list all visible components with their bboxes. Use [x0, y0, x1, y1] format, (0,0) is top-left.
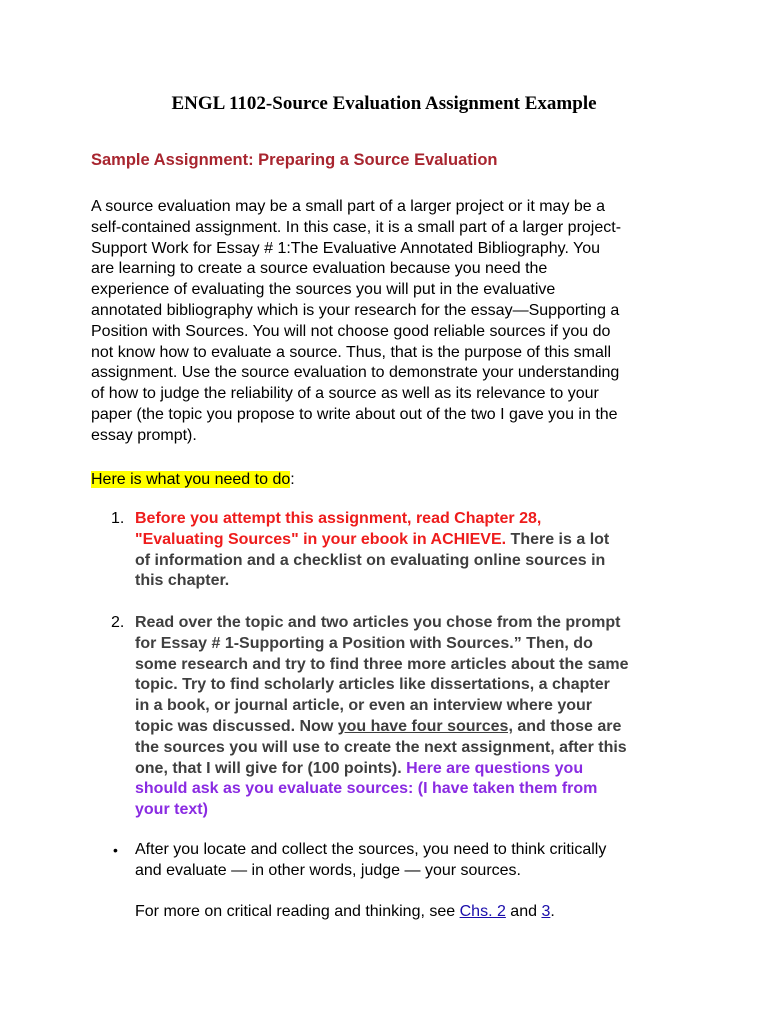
more-reading-line: [91, 902, 691, 923]
intro-line: Position with Sources. You will not choose good reliable sources if you do: [91, 322, 611, 340]
list-item-text: this chapter.: [135, 572, 230, 590]
bullet-text: After you locate and collect the sources, you need to think critically: [135, 841, 607, 858]
list-item-text: Before you attempt this assignment, read Chapter 28,: [135, 510, 542, 527]
underlined-text: you have four sources,: [337, 717, 513, 735]
intro-line: are learning to create a source evaluation because you need the: [91, 260, 548, 278]
bullet-icon: •: [113, 842, 118, 858]
purple-text: your text): [135, 801, 208, 819]
list-number: 2.: [111, 614, 125, 631]
purple-text: should ask as you evaluate sources: (I have taken them from: [135, 780, 598, 798]
more-text: .: [550, 903, 555, 920]
intro-line: A source evaluation may be a small part of a larger project or it may be a: [91, 198, 606, 215]
document-title: ENGL 1102-Source Evaluation Assignment Example: [171, 93, 597, 114]
list-item-2: [91, 613, 691, 821]
intro-line: assignment. Use the source evaluation to demonstrate your understanding: [91, 364, 620, 382]
list-item-text: for Essay # 1-Supporting a Position with Sources.” Then, do: [135, 634, 593, 652]
todo-line: [91, 470, 691, 491]
chapter-2-link[interactable]: Chs. 2: [459, 903, 506, 920]
todo-colon: :: [290, 471, 295, 488]
list-item-text: in a book, or journal article, or even an interview where your: [135, 697, 593, 715]
intro-line: essay prompt).: [91, 426, 197, 444]
highlighted-text: Here is what you need to do: [91, 471, 291, 488]
list-number: 1.: [111, 510, 125, 527]
purple-text: Here are questions you: [406, 759, 584, 777]
list-item-1: [91, 509, 691, 592]
list-item-text: "Evaluating Sources" in your ebook in ACHIEVE.: [135, 530, 507, 548]
intro-paragraph: [91, 197, 691, 447]
list-item-text: topic was discussed. Now: [135, 717, 338, 735]
list-item-text: some research and try to find three more articles about the same: [135, 655, 629, 673]
more-text: and: [505, 903, 542, 920]
bullet-item: [91, 840, 691, 882]
bullet-text: and evaluate — in other words, judge — your sources.: [135, 861, 521, 879]
list-item-text: the sources you will use to create the next assignment, after this: [135, 738, 627, 756]
chapter-3-link[interactable]: 3: [541, 903, 551, 920]
list-item-text: one, that I will give for (100 points).: [135, 759, 407, 777]
list-item-text: and those are: [512, 717, 622, 735]
intro-line: Support Work for Essay # 1:The Evaluative Annotated Bibliography. You: [91, 239, 601, 257]
more-text: For more on critical reading and thinking, see: [135, 903, 460, 920]
list-item-text: topic. Try to find scholarly articles like dissertations, a chapter: [135, 676, 610, 694]
intro-line: not know how to evaluate a source. Thus, that is the purpose of this small: [91, 343, 611, 361]
intro-line: of how to judge the reliability of a source as well as its relevance to your: [91, 385, 599, 403]
intro-line: annotated bibliography which is your research for the essay—Supporting a: [91, 301, 620, 319]
list-item-text: There is a lot: [506, 530, 610, 548]
intro-line: self-contained assignment. In this case, it is a small part of a larger project-: [91, 218, 622, 236]
intro-line: experience of evaluating the sources you will put in the evaluative: [91, 281, 556, 299]
list-item-text: Read over the topic and two articles you chose from the prompt: [135, 614, 621, 631]
section-heading: Sample Assignment: Preparing a Source Evaluation: [91, 151, 498, 169]
intro-line: paper (the topic you propose to write about out of the two I gave you in the: [91, 405, 618, 423]
list-item-text: of information and a checklist on evaluating online sources in: [135, 551, 606, 569]
